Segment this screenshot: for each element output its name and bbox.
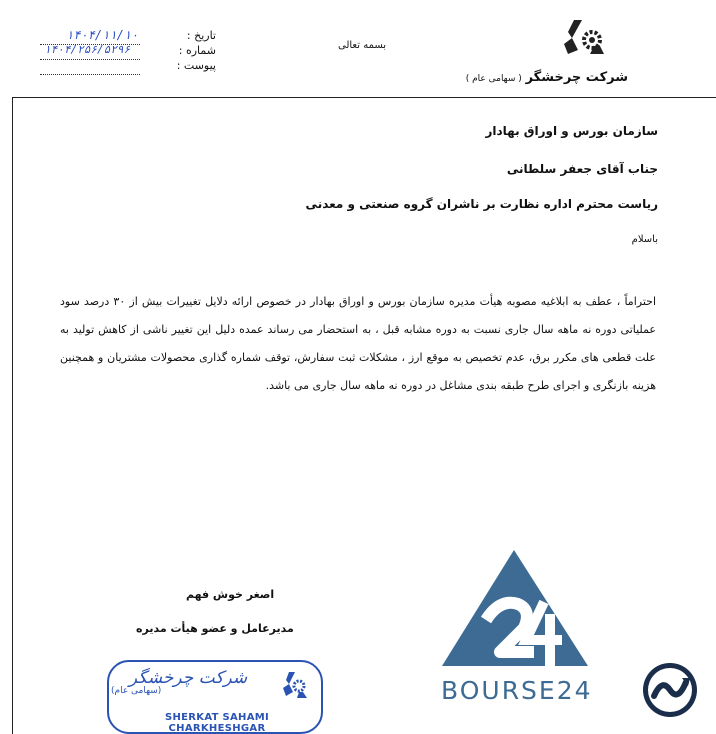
greeting: باسلام [631,234,658,245]
number-label: شماره : [178,44,216,57]
number-dotline [40,59,140,60]
frame-top-rule [12,97,716,98]
frame-left-rule [12,97,13,734]
bourse24-wordmark: BOURSE24 [441,676,593,705]
date-label: تاریخ : [186,29,216,42]
invocation: بسمه تعالی [338,40,387,51]
attachment-dotline [40,74,140,75]
stamp-gear-icon [281,670,311,708]
company-name-text: شرکت چرخشگر [525,70,628,85]
number-value: ۱۴۰۴/۲۵۶/۵۲۹۶ [44,43,131,56]
bourse24-badge-icon [638,660,702,724]
date-value: ۱۴۰۴/۱۱/۱۰ [66,28,139,42]
company-type: ( سهامی عام ) [465,74,522,84]
company-logo-icon [560,14,620,64]
bourse24-logo-icon [440,548,590,674]
company-stamp [107,660,323,734]
stamp-sub: (سهامی عام) [111,686,162,696]
addressee-line3: ریاست محترم اداره نظارت بر ناشران گروه صنعتی و معدنی [305,197,658,211]
letter-body: احتراماً ، عطف به ابلاغیه مصوبه هیأت مدیره سازمان بورس و اوراق بهادار در خصوص ارائه دلایل تغییرات بیش از ۳۰ درصد سود عملیاتی دوره نه ماهه سال جاری نسبت به دوره مشابه قبل ، به استحضار می رساند عمده دلیل این تغییر ناشی از کاهش تولید به علت قطعی های مکرر برق، عدم تخصیص به موقع ارز ، مشکلات ثبت سفارش، توقف شماره گذاری محصولات مشتریان و همچنین هزینه بازنگری و اجرای طرح طبقه بندی مشاغل در دوره نه ماهه سال جاری می باشد. [60,295,657,392]
stamp-script: شرکت چرخشگر [128,668,248,688]
signatory-title: مدیرعامل و عضو هیأت مدیره [136,622,294,635]
stamp-latin: SHERKAT SAHAMI CHARKHESHGAR [164,712,270,734]
meta-labels [140,28,216,73]
company-name [466,70,628,85]
addressee-line1: سازمان بورس و اوراق بهادار [485,124,658,138]
attachment-label: پیوست : [176,59,216,72]
addressee-line2: جناب آقای جعفر سلطانی [506,162,658,176]
signatory-name: اصغر خوش فهم [186,588,275,601]
